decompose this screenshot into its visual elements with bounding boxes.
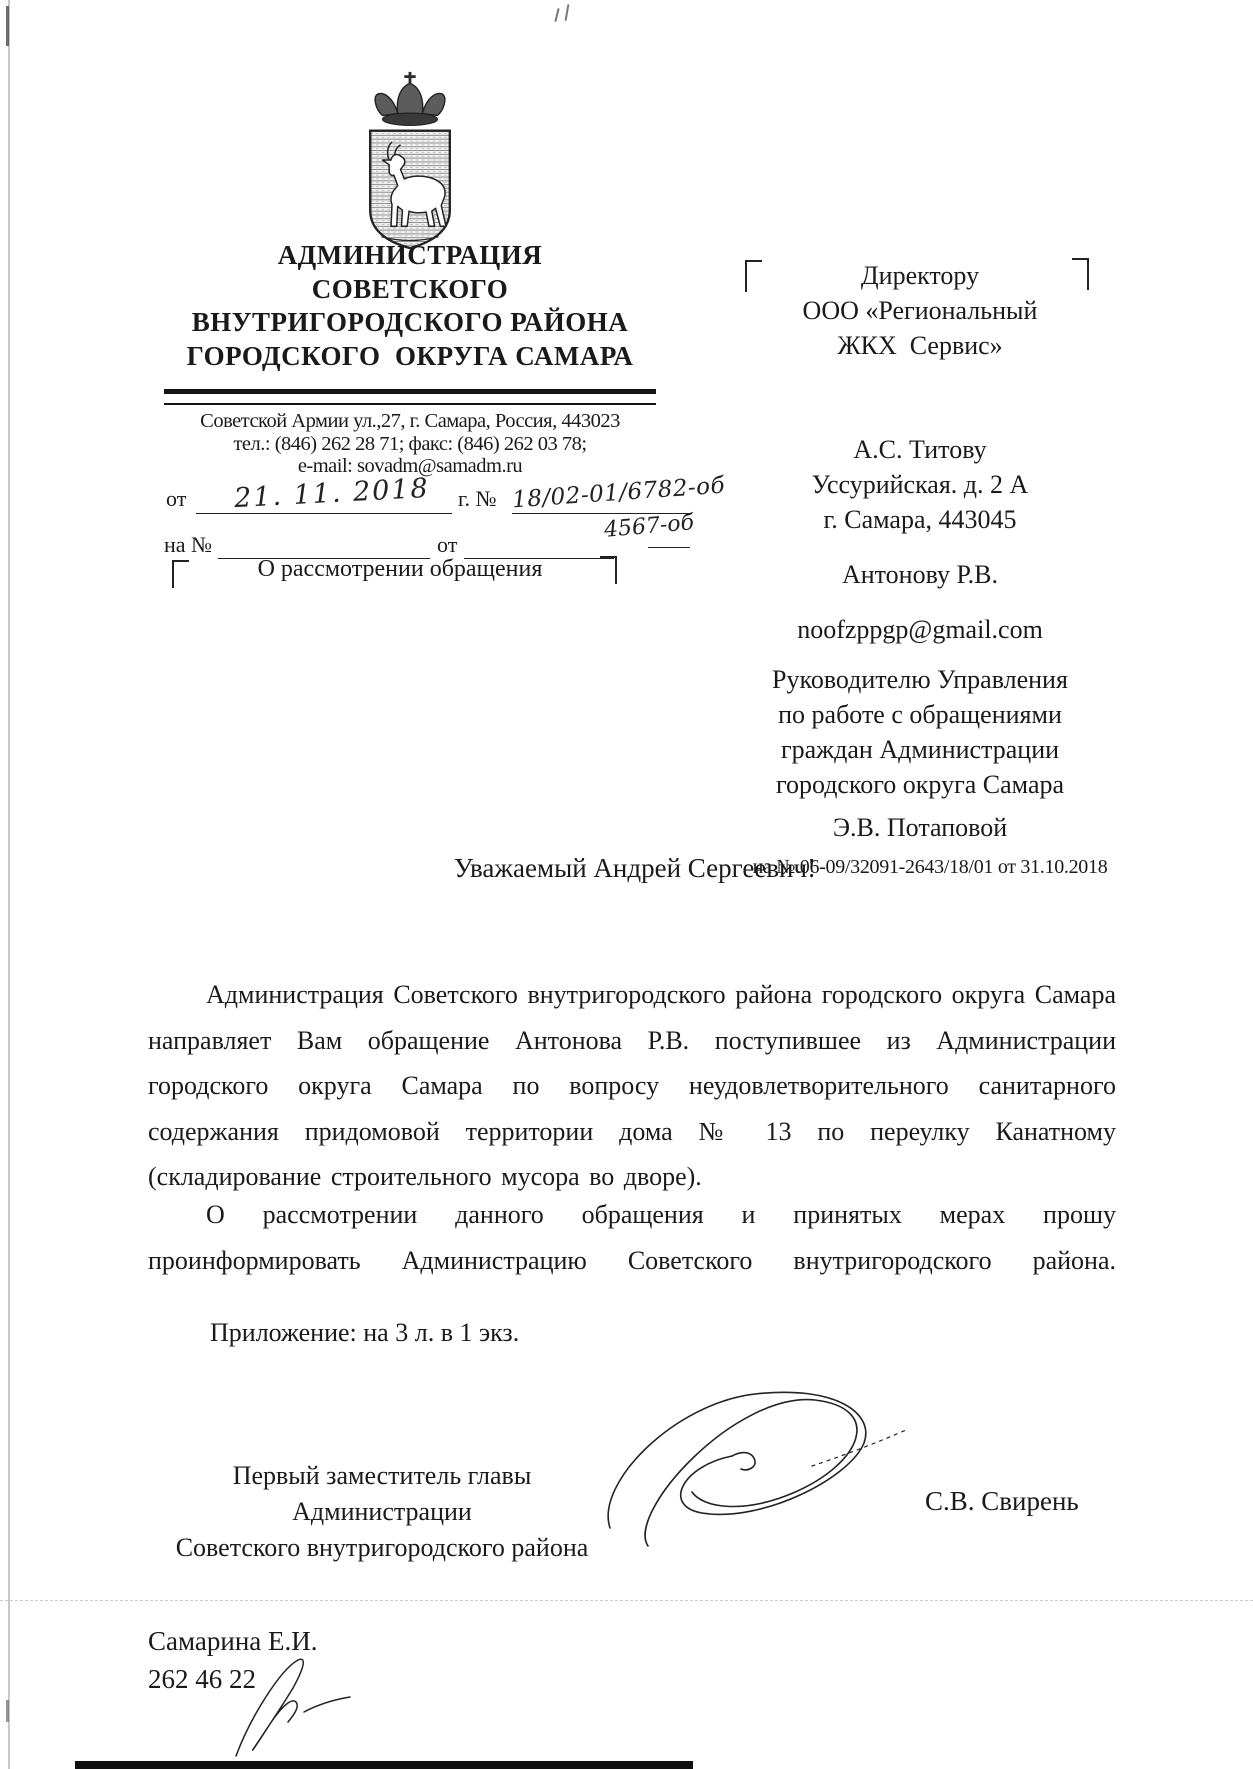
- handwritten-number: 18/02-01/6782-об: [511, 472, 726, 514]
- body-paragraph-1: Администрация Советского внутригородского района городского округа Самара направляет Вам обращение Антонова Р.В. поступившее из Администрации городского округа Самара по вопросу неудовлетворительного санитарного содержания придомовой территории дома № 13 по переулку Канатному (складирование строительного мусора во дворе).: [148, 980, 1116, 1191]
- signer-title: [143, 1458, 621, 1566]
- executor-name: Самарина Е.И.: [148, 1626, 318, 1656]
- signature-icon: [580, 1368, 920, 1568]
- scan-edge-mark-top: [6, 6, 9, 46]
- recipient-person: А.С. Титову: [853, 435, 987, 464]
- recipient-block: [700, 258, 1140, 881]
- signer-title-line: Первый заместитель главы Администрации: [232, 1461, 532, 1526]
- org-name-line: ВНУТРИГОРОДСКОГО РАЙОНА: [191, 307, 629, 337]
- applicant-name: Антонову Р.В.: [841, 560, 999, 589]
- applicant-email: noofzppgp@gmail.com: [797, 615, 1043, 644]
- handwritten-date: 21. 11. 2018: [233, 472, 431, 515]
- subject-bracket-right: [600, 556, 617, 584]
- subject-line: О рассмотрении обращения: [257, 556, 543, 582]
- handwritten-number-2-dash: [648, 546, 690, 548]
- salutation: Уважаемый Андрей Сергеевич!: [453, 853, 817, 883]
- crown-icon: [375, 72, 445, 126]
- department-line: городского округа Самара: [775, 770, 1065, 799]
- scan-speck: [565, 4, 570, 21]
- letterhead: [140, 239, 680, 478]
- executor-signature-icon: [222, 1648, 357, 1766]
- recipient-org: ООО «Региональный: [802, 296, 1038, 325]
- number-label: г. №: [458, 486, 497, 511]
- executor-phone: 262 46 22: [148, 1664, 256, 1694]
- date-label: от: [166, 486, 187, 511]
- org-name-line: ГОРОДСКОГО ОКРУГА САМАРА: [186, 340, 634, 371]
- body-paragraph-2: О рассмотрении данного обращения и принятых мерах прошу проинформировать Администрацию Советского внутригородского района.: [148, 1200, 1116, 1275]
- reply-from-label: от: [437, 532, 458, 557]
- recipient-city: г. Самара, 443045: [823, 505, 1017, 534]
- reply-from-underline: [464, 532, 614, 559]
- scan-dotted-line: [0, 1600, 1253, 1601]
- org-phone-fax: тел.: (846) 262 28 71; факс: (846) 262 03 78;: [233, 432, 587, 455]
- scan-speck: [554, 8, 559, 22]
- date-underline: [196, 472, 452, 515]
- samara-coat-of-arms: [348, 70, 472, 250]
- org-address: Советской Армии ул.,27, г. Самара, Россия, 443023: [200, 410, 620, 432]
- signer-title-line: Советского внутригородского района: [175, 1533, 589, 1562]
- department-line: Руководителю Управления: [772, 665, 1068, 694]
- official-name: Э.В. Потаповой: [832, 813, 1008, 842]
- number-underline: [511, 472, 726, 514]
- department-line: граждан Администрации: [780, 735, 1060, 764]
- department-line: по работе с обращениями: [778, 700, 1062, 729]
- incoming-reference: на № 06-09/32091-2643/18/01 от 31.10.2018: [752, 856, 1108, 878]
- recipient-street: Уссурийская. д. 2 А: [811, 470, 1029, 499]
- recipient-org: ЖКХ Сервис»: [837, 331, 1003, 360]
- recipient-position: Директору: [860, 261, 980, 290]
- reply-ref-label: на №: [164, 532, 213, 557]
- subject-bracket-left: [172, 560, 189, 588]
- scan-edge-line: [8, 0, 10, 1769]
- scan-edge-mark-bottom: [6, 1700, 9, 1722]
- org-email: e-mail: sovadm@samadm.ru: [297, 455, 523, 477]
- handwritten-number-2: 4567-об: [603, 510, 696, 543]
- scan-bottom-bar: [75, 1761, 693, 1769]
- org-name-line: СОВЕТСКОГО: [311, 273, 509, 304]
- attachment-note: Приложение: на 3 л. в 1 экз.: [210, 1318, 520, 1347]
- org-name-line: АДМИНИСТРАЦИЯ: [277, 240, 543, 270]
- reply-ref-underline: [218, 532, 430, 559]
- letterhead-double-rule: [164, 389, 656, 405]
- signer-name: С.В. Свирень: [925, 1486, 1079, 1516]
